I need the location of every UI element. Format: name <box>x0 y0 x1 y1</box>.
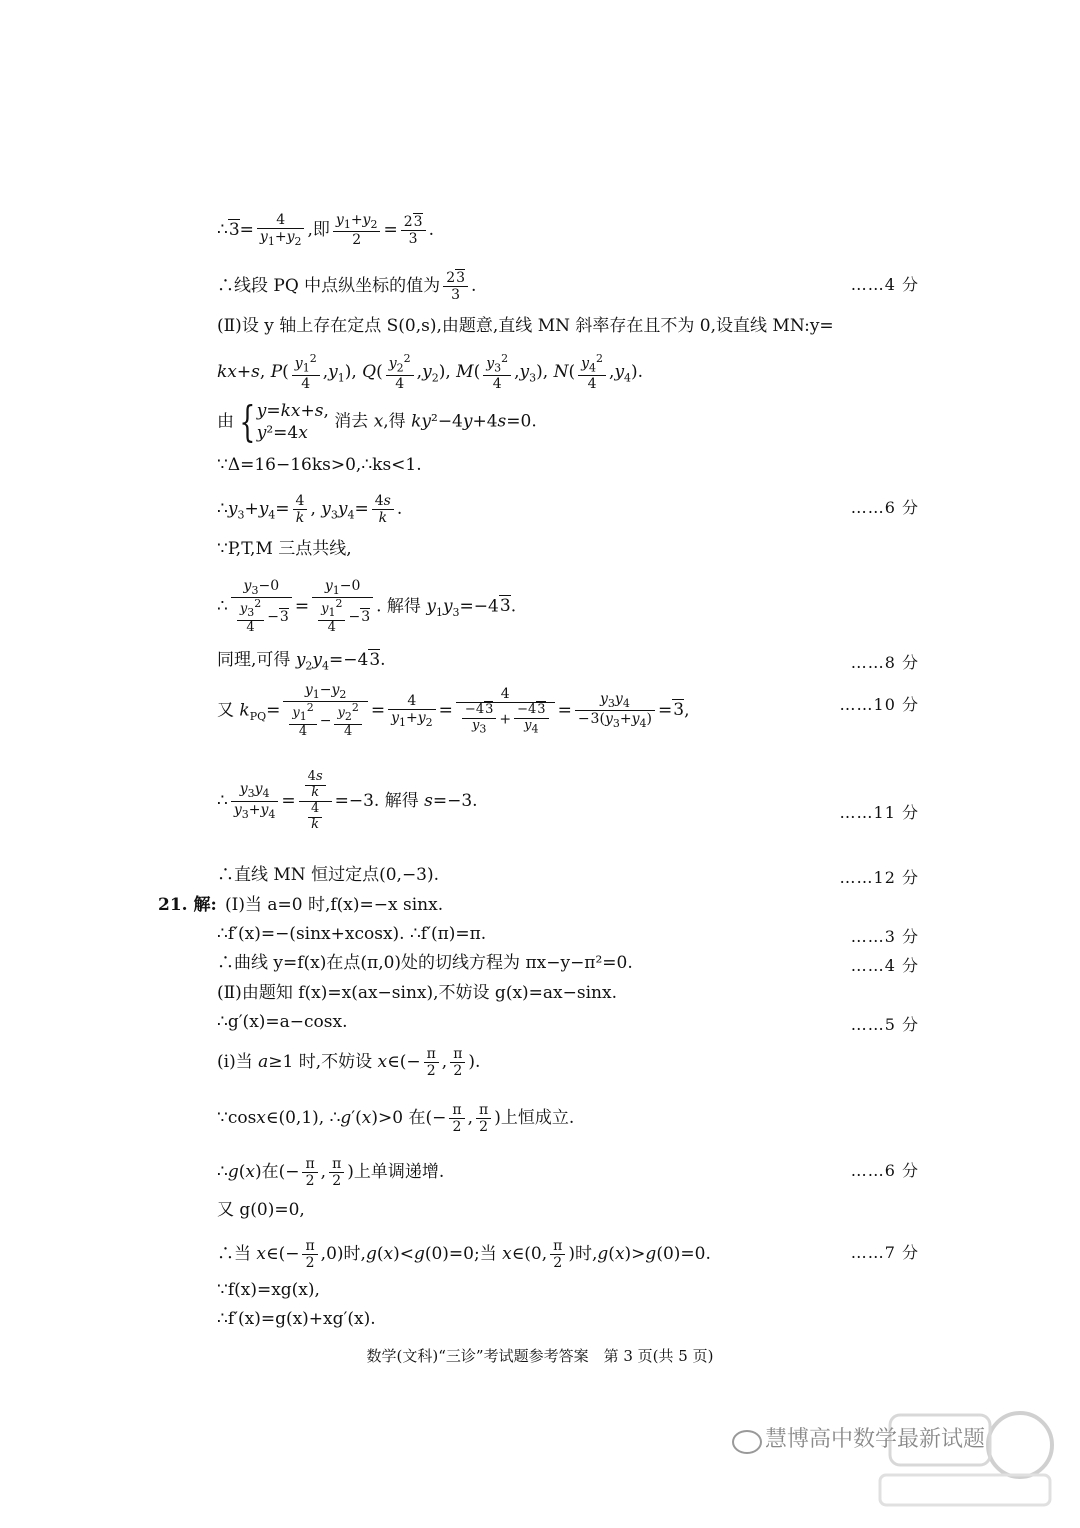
sign-analysis: ∴当 x∈(− $\frac{\pi}{2}$ ,0)时,g(x)<g(0)=0;当 x∈(0, $\frac{\pi}{2}$ )时,g(x)>g(0)=0. <box>217 1238 711 1272</box>
score-11: ……11 分 <box>839 803 919 822</box>
score-10: ……10 分 <box>839 695 919 714</box>
derivative-line: ∴f′(x)=−(sinx+xcosx). ∴f′(π)=π. <box>217 924 487 944</box>
vieta-line: $\therefore y_3+y_4=$ $\frac{4}{k}$ , $y_3y_4=$ $\frac{4s}{k}$ . <box>217 493 403 527</box>
score-12: ……12 分 <box>839 868 919 887</box>
question-21-label: 21. 解: <box>158 895 217 915</box>
fixed-point: ∴直线 MN 恒过定点(0,−3). <box>217 865 440 885</box>
g-zero: 又 g(0)=0, <box>217 1200 305 1220</box>
score-6-b: ……6 分 <box>850 1161 919 1180</box>
cos-range: ∵cosx∈(0,1), ∴g′(x)>0 在(− $\frac{\pi}{2}$ , $\frac{\pi}{2}$ )上恒成立. <box>217 1102 575 1136</box>
score-5: ……5 分 <box>850 1015 919 1034</box>
watermark-text: 慧博高中数学最新试题 <box>765 1427 986 1452</box>
monotonic: ∴g(x)在(− $\frac{\pi}{2}$ , $\frac{\pi}{2}$ )上单调递增. <box>217 1156 445 1190</box>
score-7: ……7 分 <box>850 1243 919 1262</box>
f-equals-xg: ∵f(x)=xg(x), <box>217 1280 320 1300</box>
collinear-line: ∵P,T,M 三点共线, <box>217 539 352 559</box>
score-8: ……8 分 <box>850 653 919 672</box>
equation-sqrt3: ∴3= $\frac{4}{y_1+y_2}$ ,即 $\frac{y_1+y_2}{2}$ = $\frac{23}{3}$ . <box>217 212 434 249</box>
part2-g: (Ⅱ)由题知 f(x)=x(ax−sinx),不妨设 g(x)=ax−sinx. <box>217 983 617 1003</box>
score-4-a: ……4 分 <box>850 275 919 294</box>
slope-eq: 又 $k_{PQ}=$ $y_1-y_2$ $\frac{y_1^2}{4}$ − $\frac{y_2^2}{4}$ = $\frac{4}{y_1+y_2}$ = 4 $\frac{-43}{y_3}$ + $\frac{-43}{y_4}$ = $\frac{y_3y_4}{-3(y_3+y_4)}$ =3, <box>217 682 690 739</box>
score-3: ……3 分 <box>850 927 919 946</box>
mxqe-logo-icon <box>870 1395 1060 1515</box>
delta-line: ∵Δ=16−16ks>0,∴ks<1. <box>217 455 422 475</box>
midpoint-line: ∴线段 PQ 中点纵坐标的值为 $\frac{23}{3}$ . <box>217 270 477 304</box>
case-i: (i)当 a≥1 时,不妨设 x∈(− $\frac{\pi}{2}$ , $\frac{\pi}{2}$ ). <box>217 1046 481 1080</box>
collinear-eq: ∴ $y_3-0$ $\frac{y_3^2}{4}$ −3 = $y_1-0$ $\frac{y_1^2}{4}$ −3 . 解得 $y_1y_3=-43$. <box>217 578 517 635</box>
part2-intro: (Ⅱ)设 y 轴上存在定点 S(0,s),由题意,直线 MN 斜率存在且不为 0,设直线 MN:y= <box>217 316 834 336</box>
wechat-icon <box>732 1430 762 1454</box>
points-def: kx+s, P( $\frac{y_1^2}{4}$ $,y_1$), Q( $\frac{y_2^2}{4}$ $,y_2$), M( $\frac{y_3^2}{4}$ $,y_3$), N( $\frac{y_4^2}{4}$ $,y_4$). <box>217 352 644 393</box>
page-footer: 数学(文科)“三诊”考试题参考答案 第 3 页(共 5 页) <box>366 1347 714 1365</box>
system-eq: 由 {y=kx+s, y²=4x 消去 x,得 ky²−4y+4s=0. <box>217 397 537 446</box>
part1-a0: (Ⅰ)当 a=0 时,f(x)=−x sinx. <box>225 895 444 915</box>
f-derivative: ∴f′(x)=g(x)+xg′(x). <box>217 1309 376 1329</box>
score-4-b: ……4 分 <box>850 956 919 975</box>
score-6-a: ……6 分 <box>850 498 919 517</box>
tangent-line: ∴曲线 y=f(x)在点(π,0)处的切线方程为 πx−y−π²=0. <box>217 953 633 973</box>
g-derivative: ∴g′(x)=a−cosx. <box>217 1012 348 1032</box>
similar-line: 同理,可得 $y_2y_4=-43$. <box>217 650 386 673</box>
solve-s: ∴ $\frac{y_3y_4}{y_3+y_4}$ = $\frac{\frac{4s}{k}}{\frac{4}{k}}$ =−3. 解得 s=−3. <box>217 769 478 832</box>
midpoint-text: ∴线段 PQ 中点纵坐标的值为 <box>217 276 441 297</box>
